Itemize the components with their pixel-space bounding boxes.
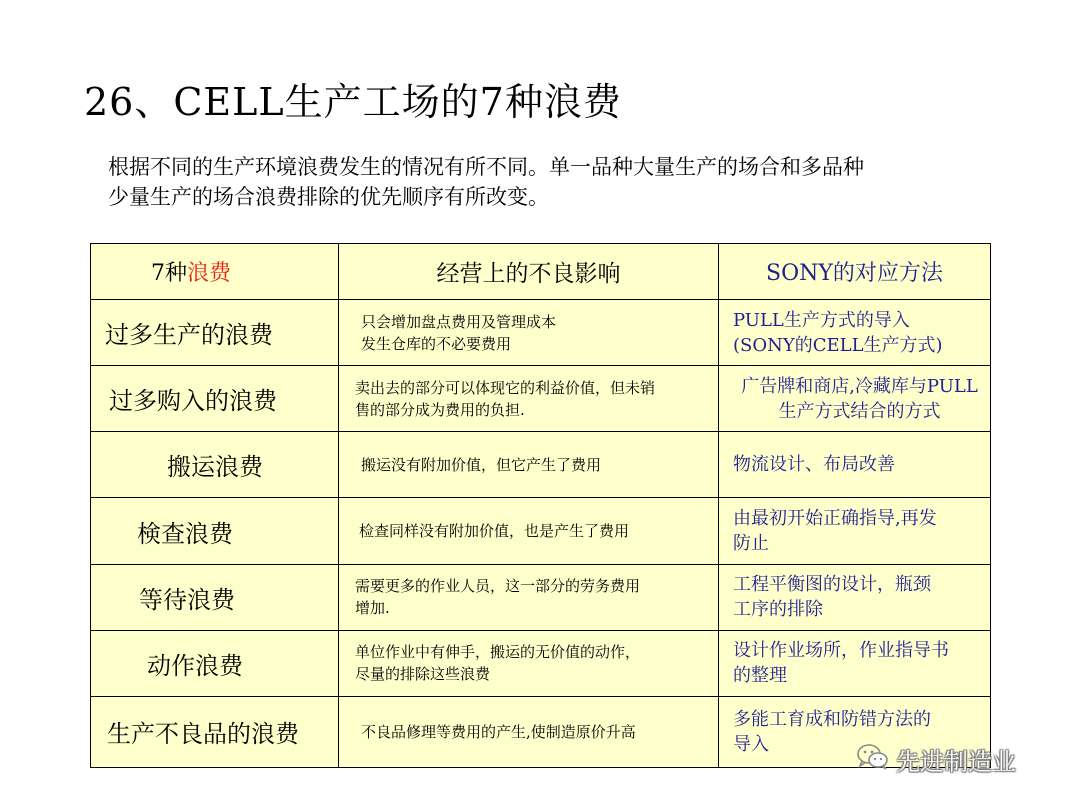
waste-effect	[339, 564, 719, 630]
effect-line: 发生仓库的不必要费用	[361, 334, 512, 353]
effect-line: 需要更多的作业人员，这一部分的劳务费用	[355, 577, 641, 596]
effect-line: 不良品修理等费用的产生,使制造原价升高	[361, 722, 636, 741]
wechat-watermark	[856, 742, 1016, 777]
table-header-row	[91, 244, 991, 300]
header-business-impact: 经营上的不良影响	[339, 244, 719, 300]
method-line: 工程平衡图的设计，瓶颈	[733, 574, 931, 596]
waste-name: 过多购入的浪费	[91, 366, 339, 432]
effect-line: 卖出去的部分可以体现它的利益价值，但未销	[355, 378, 656, 397]
waste-effect	[339, 696, 719, 767]
waste-name: 搬运浪费	[91, 432, 339, 498]
method-line: 的整理	[733, 665, 787, 687]
table-row	[91, 564, 991, 630]
header-waste-highlight: 浪费	[187, 261, 232, 287]
method-line: 由最初开始正确指导,再发	[733, 508, 937, 530]
effect-line: 检查同样没有附加价值，也是产生了费用	[359, 522, 630, 541]
wechat-icon	[856, 743, 890, 777]
method-line: 物流设计、布局改善	[733, 454, 895, 476]
table-row	[91, 498, 991, 564]
header-sony-method: SONY的对应方法	[719, 244, 991, 300]
method-line: 防止	[733, 533, 769, 555]
waste-effect	[339, 498, 719, 564]
waste-name: 等待浪费	[91, 564, 339, 630]
method-line: PULL生产方式的导入	[733, 309, 910, 331]
method-line: 工序的排除	[733, 599, 823, 621]
waste-method	[719, 630, 991, 696]
waste-name: 生产不良品的浪费	[91, 696, 339, 767]
effect-line: 尽量的排除这些浪费	[355, 665, 491, 684]
header-waste-types	[91, 244, 339, 300]
waste-method	[719, 366, 991, 432]
effect-line: 只会增加盘点费用及管理成本	[361, 312, 557, 331]
table-row	[91, 432, 991, 498]
waste-name: 过多生产的浪费	[91, 300, 339, 366]
method-line: 多能工育成和防错方法的	[733, 708, 931, 730]
waste-method	[719, 564, 991, 630]
page-title: 26、CELL生产工场的7种浪费	[84, 80, 622, 124]
method-line: 生产方式结合的方式	[778, 400, 941, 422]
intro-paragraph	[108, 152, 1008, 212]
waste-effect	[339, 432, 719, 498]
waste-method	[719, 498, 991, 564]
method-line: (SONY的CELL生产方式)	[733, 334, 943, 356]
waste-effect	[339, 366, 719, 432]
effect-line: 售的部分成为费用的负担.	[355, 400, 525, 419]
method-line: 设计作业场所，作业指导书	[733, 640, 949, 662]
method-line: 导入	[733, 733, 769, 755]
waste-name: 动作浪费	[91, 630, 339, 696]
intro-line-2: 少量生产的场合浪费排除的优先顺序有所改变。	[108, 185, 549, 209]
effect-line: 搬运没有附加价值，但它产生了费用	[361, 455, 602, 474]
effect-line: 增加.	[355, 599, 390, 618]
waste-effect	[339, 300, 719, 366]
watermark-text: 先进制造业	[896, 748, 1016, 776]
table-row	[91, 630, 991, 696]
intro-line-1: 根据不同的生产环境浪费发生的情况有所不同。单一品种大量生产的场合和多品种	[108, 155, 864, 179]
waste-method	[719, 432, 991, 498]
method-line: 广告牌和商店,冷藏库与PULL	[741, 375, 978, 397]
waste-method	[719, 300, 991, 366]
table-row	[91, 366, 991, 432]
header-waste-prefix: 7种	[151, 261, 187, 287]
waste-effect	[339, 630, 719, 696]
waste-name: 検查浪费	[91, 498, 339, 564]
effect-line: 单位作业中有伸手，搬运的无价值的动作，	[355, 643, 641, 662]
waste-table	[90, 243, 991, 768]
table-row	[91, 300, 991, 366]
